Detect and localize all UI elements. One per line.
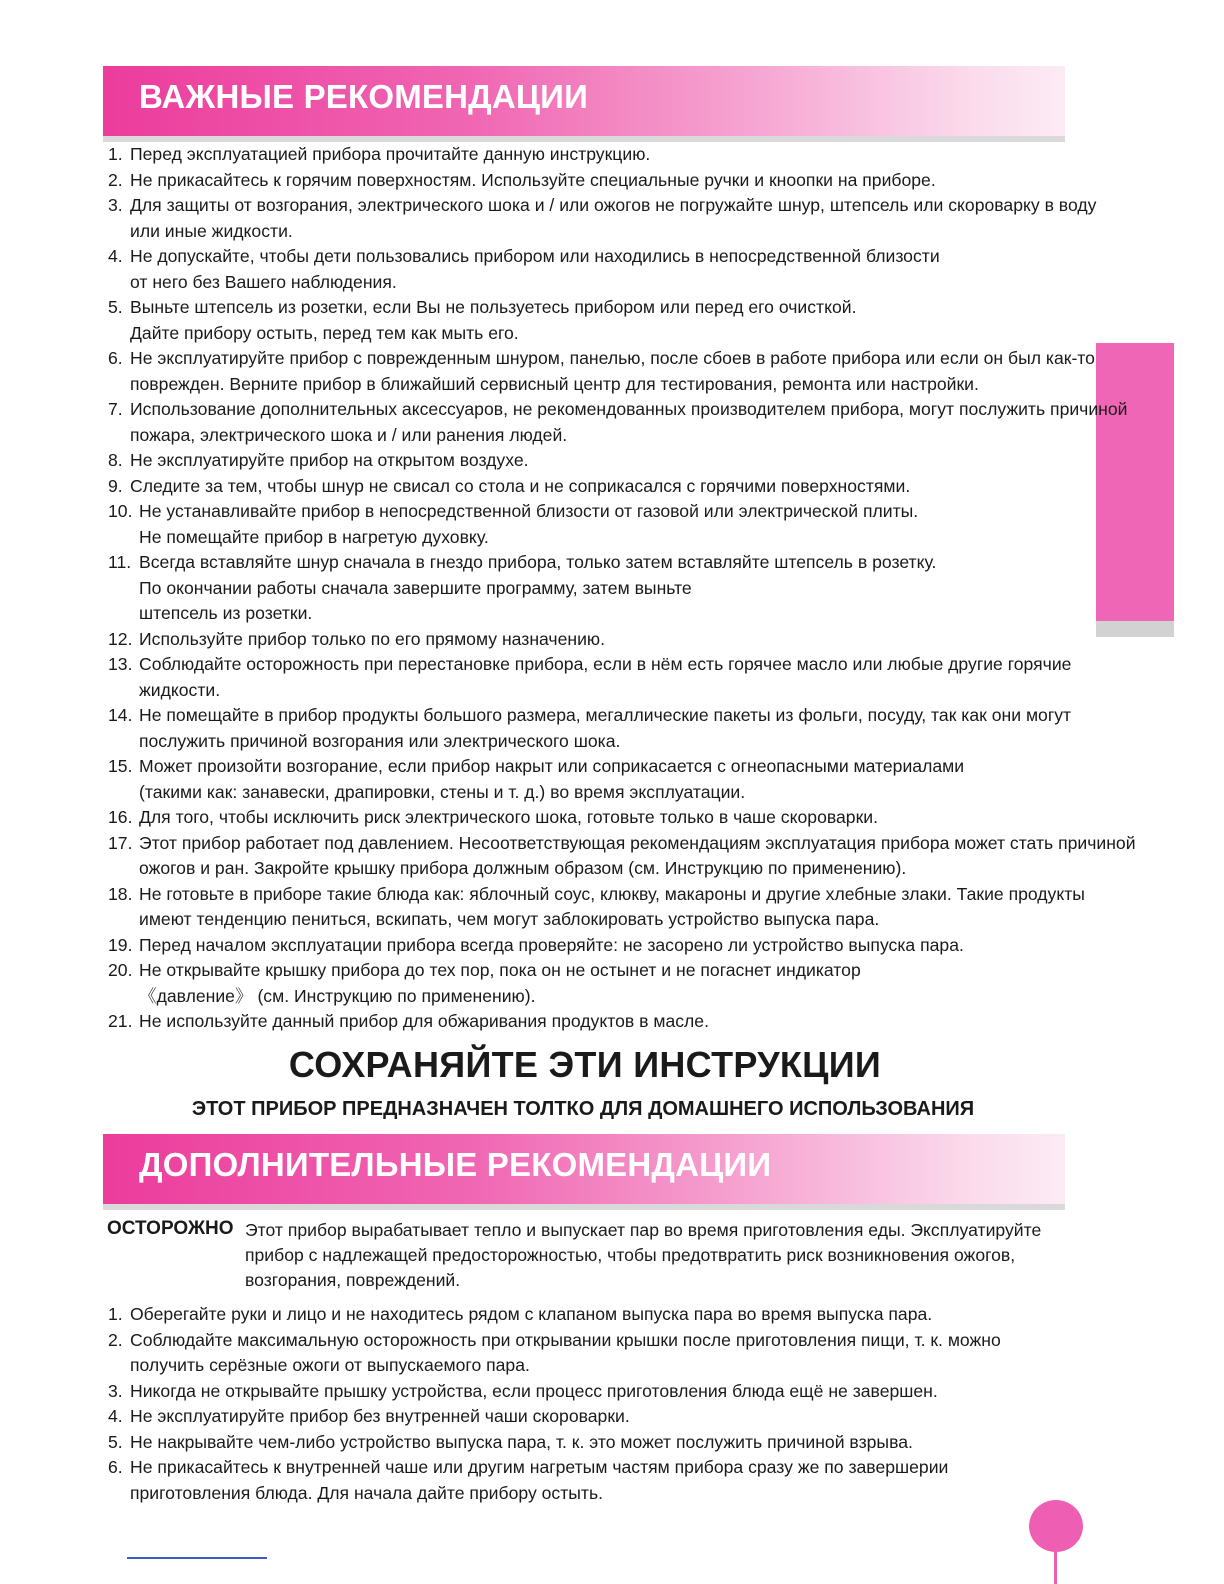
- list-item: [108, 448, 1136, 474]
- list-item: [108, 550, 1136, 627]
- item-number: 13.: [108, 654, 133, 674]
- item-line: 《давление》 (см. Инструкцию по применению).: [139, 985, 536, 1006]
- list-item: [108, 168, 1136, 194]
- item-line: или иные жидкости.: [130, 220, 293, 241]
- item-line: Не готовьте в приборе такие блюда как: яблочный соус, клюкву, макароны и другие хлебные злаки. Такие продукты: [139, 883, 1085, 904]
- item-number: 8.: [108, 450, 123, 470]
- item-line: пожара, электрического шока и / или ранения людей.: [130, 424, 568, 445]
- item-line: Этот прибор работает под давлением. Несоответствующая рекомендациям эксплуатация прибора может стать причиной: [139, 832, 1136, 853]
- item-line: Перед началом эксплуатации прибора всегда проверяйте: не засорено ли устройство выпуска пара.: [139, 934, 964, 955]
- item-line: Дайте прибору остыть, перед тем как мыть его.: [130, 322, 519, 343]
- list-item: [108, 1455, 1001, 1506]
- item-number: 4.: [108, 246, 123, 266]
- item-line: Не устанавливайте прибор в непосредственной близости от газовой или электрической плиты.: [139, 501, 919, 521]
- item-line: Перед эксплуатацией прибора прочитайте данную инструкцию.: [130, 144, 651, 164]
- item-line: штепсель из розетки.: [139, 603, 313, 623]
- item-number: 9.: [108, 475, 123, 496]
- list-item: [108, 831, 1136, 882]
- item-line: Не эксплуатируйте прибор без внутренней чаши скороварки.: [130, 1406, 630, 1426]
- item-number: 2.: [108, 1329, 123, 1350]
- item-number: 7.: [108, 399, 123, 419]
- item-number: 4.: [108, 1406, 123, 1426]
- item-number: 3.: [108, 1380, 123, 1401]
- item-number: 6.: [108, 1457, 123, 1477]
- item-line: ожогов и ран. Закройте крышку прибора должным образом (см. Инструкцию по применению).: [139, 858, 907, 878]
- section-title-important: ВАЖНЫЕ РЕКОМЕНДАЦИИ: [139, 78, 589, 115]
- list-item: [108, 346, 1136, 397]
- item-number: 2.: [108, 169, 123, 190]
- list-item: [108, 1302, 1001, 1328]
- item-number: 10.: [108, 501, 133, 521]
- list-item: [108, 1009, 1136, 1035]
- list-item: [108, 958, 1136, 1009]
- item-number: 5.: [108, 297, 123, 317]
- item-line: Не накрывайте чем-либо устройство выпуска пара, т. к. это может послужить причиной взрыва.: [130, 1431, 913, 1452]
- item-line: Никогда не открывайте прышку устройства, если процесс приготовления блюда ещё не завершен.: [130, 1380, 938, 1401]
- item-line: имеют тенденцию пениться, вскипать, чем могут заблокировать устройство выпуска пара.: [139, 909, 880, 929]
- item-number: 18.: [108, 883, 133, 904]
- item-line: послужить причиной возгорания или электрического шока.: [139, 730, 621, 751]
- item-number: 12.: [108, 628, 133, 649]
- item-line: Не прикасайтесь к внутренней чаше или другим нагретым частям прибора сразу же по завершерии: [130, 1457, 949, 1477]
- list-item: [108, 474, 1136, 500]
- household-use-note: ЭТОТ ПРИБОР ПРЕДНАЗНАЧЕН ТОЛТКО ДЛЯ ДОМАШНЕГО ИСПОЛЬЗОВАНИЯ: [191, 1098, 975, 1120]
- item-line: Соблюдайте осторожность при перестановке прибора, если в нём есть горячее масло или любые другие горячие: [139, 654, 1072, 674]
- item-line: от него без Вашего наблюдения.: [130, 271, 397, 292]
- item-line: (такими как: занавески, драпировки, стены и т. д.) во время эксплуатации.: [139, 781, 746, 802]
- list-item: [108, 142, 1136, 168]
- footer-rule: [127, 1557, 267, 1559]
- additional-recommendations-list: [108, 1302, 1001, 1506]
- list-item: [108, 627, 1136, 653]
- item-number: 14.: [108, 705, 133, 725]
- caution-label: ОСТОРОЖНО: [107, 1218, 234, 1239]
- list-item: [108, 193, 1136, 244]
- list-item: [108, 295, 1136, 346]
- list-item: [108, 754, 1136, 805]
- list-item: [108, 1404, 1001, 1430]
- list-item: [108, 1430, 1001, 1456]
- item-line: Выньте штепсель из розетки, если Вы не пользуетесь прибором или перед его очисткой.: [130, 297, 857, 317]
- list-item: [108, 397, 1136, 448]
- item-number: 17.: [108, 832, 133, 853]
- item-line: Не допускайте, чтобы дети пользовались прибором или находились в непосредственной близости: [130, 246, 940, 266]
- page-marker-line: [1054, 1550, 1057, 1584]
- item-line: Может произойти возгорание, если прибор накрыт или соприкасается с огнеопасными материалами: [139, 756, 965, 776]
- list-item: [108, 882, 1136, 933]
- item-number: 1.: [108, 144, 123, 164]
- item-number: 20.: [108, 960, 133, 980]
- item-line: Используйте прибор только по его прямому назначению.: [139, 628, 606, 649]
- item-number: 21.: [108, 1011, 133, 1031]
- item-line: поврежден. Верните прибор в ближайший сервисный центр для тестирования, ремонта или настройки.: [130, 373, 979, 394]
- list-item: [108, 805, 1136, 831]
- item-line: Не используйте данный прибор для обжаривания продуктов в масле.: [139, 1011, 709, 1031]
- item-line: Не открывайте крышку прибора до тех пор, пока он не остынет и не погаснет индикатор: [139, 960, 861, 980]
- item-line: Оберегайте руки и лицо и не находитесь рядом с клапаном выпуска пара во время выпуска пара.: [130, 1304, 933, 1324]
- list-item: [108, 1379, 1001, 1405]
- item-line: Не эксплуатируйте прибор на открытом воздухе.: [130, 450, 529, 470]
- item-line: получить серёзные ожоги от выпускаемого пара.: [130, 1355, 530, 1375]
- item-line: Использование дополнительных аксессуаров, не рекомендованных производителем прибора, могут послужить причиной: [130, 399, 1128, 419]
- important-recommendations-list: [108, 142, 1136, 1035]
- item-number: 11.: [108, 552, 132, 572]
- list-item: [108, 499, 1136, 550]
- item-line: Для защиты от возгорания, электрического шока и / или ожогов не погружайте шнур, штепсель или скороварку в воду: [130, 195, 1097, 215]
- item-line: Всегда вставляйте шнур сначала в гнездо прибора, только затем вставляйте штепсель в розетку.: [139, 552, 937, 572]
- item-line: Следите за тем, чтобы шнур не свисал со стола и не соприкасался с горячими поверхностями.: [130, 475, 911, 496]
- section-banner-important: [103, 66, 1065, 136]
- item-number: 1.: [108, 1304, 123, 1324]
- item-number: 6.: [108, 348, 123, 368]
- item-line: Не прикасайтесь к горячим поверхностям. Используйте специальные ручки и кноопки на приборе.: [130, 169, 936, 190]
- item-line: Не эксплуатируйте прибор с поврежденным шнуром, панелью, после сбоев в работе прибора или если он был как-то: [130, 348, 1095, 368]
- item-line: Для того, чтобы исключить риск электрического шока, готовьте только в чаше скороварки.: [139, 807, 878, 827]
- item-line: По окончании работы сначала завершите программу, затем выньте: [139, 577, 692, 598]
- item-number: 15.: [108, 756, 133, 776]
- caution-line: возгорания, повреждений.: [245, 1270, 461, 1290]
- item-line: приготовления блюда. Для начала дайте прибору остыть.: [130, 1482, 604, 1503]
- caution-line: Этот прибор вырабатывает тепло и выпускает пар во время приготовления еды. Эксплуатируйте: [245, 1220, 1042, 1240]
- item-number: 16.: [108, 807, 133, 827]
- item-line: Соблюдайте максимальную осторожность при открывании крышки после приготовления пищи, т. к. можно: [130, 1329, 1001, 1350]
- item-number: 3.: [108, 195, 123, 215]
- list-item: [108, 652, 1136, 703]
- page-marker-circle: [1029, 1500, 1083, 1552]
- caution-line: прибор с надлежащей предосторожностью, чтобы предотвратить риск возникновения ожогов,: [245, 1245, 1016, 1265]
- item-line: Не помещайте прибор в нагретую духовку.: [139, 526, 489, 547]
- list-item: [108, 1328, 1001, 1379]
- list-item: [108, 933, 1136, 959]
- item-line: Не помещайте в прибор продукты большого размера, мегаллические пакеты из фольги, посуду, так как они могут: [139, 705, 1072, 725]
- item-line: жидкости.: [139, 679, 221, 700]
- caution-text: [245, 1218, 1065, 1293]
- item-number: 5.: [108, 1431, 123, 1452]
- save-instructions-heading: СОХРАНЯЙТЕ ЭТИ ИНСТРУКЦИИ: [288, 1044, 882, 1085]
- list-item: [108, 244, 1136, 295]
- section-banner-additional: [103, 1134, 1065, 1204]
- section-title-additional: ДОПОЛНИТЕЛЬНЫЕ РЕКОМЕНДАЦИИ: [139, 1146, 772, 1183]
- list-item: [108, 703, 1136, 754]
- item-number: 19.: [108, 934, 133, 955]
